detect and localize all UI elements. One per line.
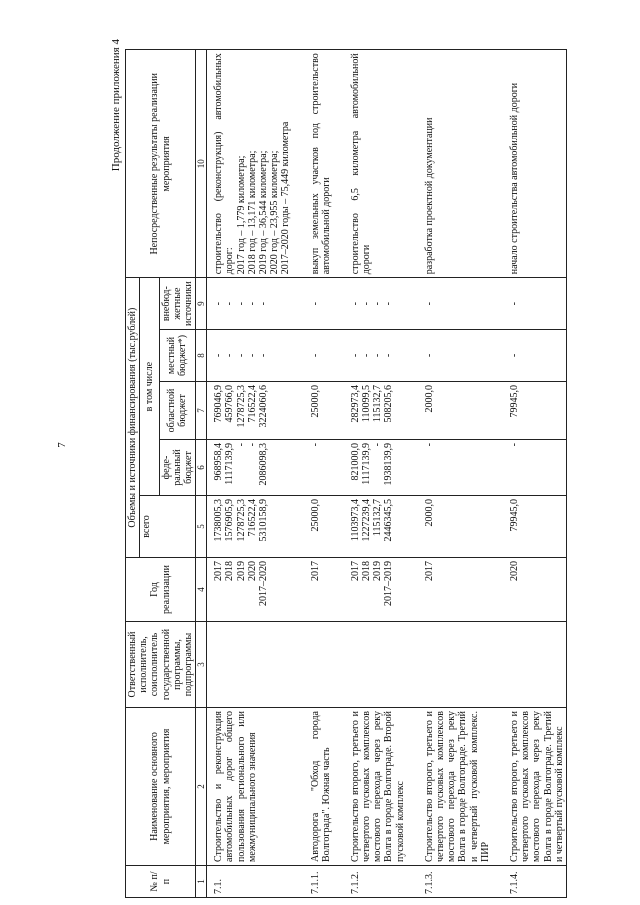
measure-name: Строительство и реконструкция автомобильных дорог общего пользования регионального или межмуниципального значения xyxy=(207,708,293,866)
local-amount-value: - xyxy=(372,353,384,358)
federal-amount-value: - xyxy=(508,443,520,447)
header-year: Год реализации xyxy=(126,558,196,622)
federal-amount-value: 968958,4 xyxy=(213,443,225,481)
local-amount xyxy=(508,330,566,382)
total-amount xyxy=(309,496,333,558)
executor xyxy=(309,622,333,708)
offbudget-amount-value: - xyxy=(224,301,236,306)
federal-amount xyxy=(349,440,407,496)
year-value: 2017 xyxy=(213,561,225,581)
result-description: разработка проектной документации xyxy=(423,50,492,278)
measure-name: Строительство второго, третьего и четвертого пусковых комплексов мостового перехода через реку Волга в городе Волгограде. Третий и четвертый пусковой комплекс. ПИР xyxy=(423,708,492,866)
offbudget-amount xyxy=(207,278,293,330)
executor xyxy=(349,622,407,708)
column-number: 1 xyxy=(196,866,207,898)
measure-name: Строительство второго, третьего и четвертого пусковых комплексов мостового перехода через реку Волга в городе Волгограде. Второй пусковой комплекс xyxy=(349,708,407,866)
table-row xyxy=(423,50,492,898)
federal-amount-value: - xyxy=(372,443,384,447)
header-federal: феде-ральный бюджет xyxy=(159,440,196,496)
year-value: 2020 xyxy=(246,561,258,581)
regional-amount xyxy=(508,382,566,440)
local-amount-value: - xyxy=(361,353,373,358)
local-amount-value: - xyxy=(349,353,361,358)
regional-amount-value: 79945,0 xyxy=(508,385,520,418)
offbudget-amount-value: - xyxy=(349,301,361,306)
total-amount-value: 79945,0 xyxy=(508,499,520,532)
federal-amount xyxy=(508,440,566,496)
executor xyxy=(207,622,293,708)
offbudget-amount-value: - xyxy=(423,301,435,306)
regional-amount-value: 115132,7 xyxy=(372,385,384,423)
result-description: строительство 6,5 километра автомобильной дороги xyxy=(349,50,407,278)
row-number: 7.1.4. xyxy=(508,866,566,898)
regional-amount xyxy=(207,382,293,440)
offbudget-amount xyxy=(349,278,407,330)
offbudget-amount-value: - xyxy=(372,301,384,306)
year-value: 2017 xyxy=(349,561,361,581)
column-number: 6 xyxy=(196,440,207,496)
local-amount-value: - xyxy=(246,353,258,358)
year xyxy=(309,558,333,622)
federal-amount-value: - xyxy=(309,443,321,447)
column-number: 5 xyxy=(196,496,207,558)
result-description: строительство (реконструкция) автомобильных дорог: 2017 год – 1,779 километра; 2018 год – 13,171 километра; 2019 год – 36,544 километра; 2020 год – 23,955 километра; 2017–2020 годы – 75,449 километра xyxy=(207,50,293,278)
header-local: местный бюджет*) xyxy=(159,330,196,382)
federal-amount xyxy=(207,440,293,496)
offbudget-amount-value: - xyxy=(257,301,269,306)
offbudget-amount xyxy=(508,278,566,330)
regional-amount-value: 110099,5 xyxy=(361,385,373,423)
regional-amount-value: 716522,4 xyxy=(246,385,258,423)
local-amount-value: - xyxy=(423,353,435,358)
federal-amount-value: - xyxy=(423,443,435,447)
result-description: выкуп земельных участков под строительство автомобильной дороги xyxy=(309,50,333,278)
local-amount xyxy=(309,330,333,382)
year-value: 2018 xyxy=(224,561,236,581)
local-amount-value: - xyxy=(309,353,321,358)
regional-amount-value: 1278725,3 xyxy=(235,385,247,428)
local-amount-value: - xyxy=(383,353,395,358)
federal-amount-value: - xyxy=(235,443,247,447)
regional-amount-value: 25000,0 xyxy=(309,385,321,418)
table-row xyxy=(309,50,333,898)
year-value: 2018 xyxy=(361,561,373,581)
row-number: 7.1.3. xyxy=(423,866,492,898)
executor xyxy=(508,622,566,708)
federal-amount-value: 1117139,9 xyxy=(361,443,373,485)
year-value: 2017–2019 xyxy=(383,561,395,606)
offbudget-amount-value: - xyxy=(246,301,258,306)
offbudget-amount-value: - xyxy=(213,301,225,306)
column-number: 10 xyxy=(196,50,207,278)
column-number: 4 xyxy=(196,558,207,622)
regional-amount-value: 459766,0 xyxy=(224,385,236,423)
column-number: 9 xyxy=(196,278,207,330)
local-amount xyxy=(349,330,407,382)
total-amount-value: 716522,4 xyxy=(246,499,258,537)
executor xyxy=(423,622,492,708)
year-value: 2020 xyxy=(508,561,520,581)
offbudget-amount-value: - xyxy=(309,301,321,306)
total-amount xyxy=(207,496,293,558)
header-offbudget: внебюд-жетные источники xyxy=(159,278,196,330)
offbudget-amount xyxy=(309,278,333,330)
local-amount-value: - xyxy=(224,353,236,358)
year-value: 2017–2020 xyxy=(257,561,269,606)
regional-amount xyxy=(423,382,492,440)
column-number: 2 xyxy=(196,708,207,866)
offbudget-amount-value: - xyxy=(508,301,520,306)
year-value: 2019 xyxy=(235,561,247,581)
regional-amount-value: 3224060,6 xyxy=(257,385,269,428)
local-amount-value: - xyxy=(235,353,247,358)
year-value: 2019 xyxy=(372,561,384,581)
regional-amount xyxy=(349,382,407,440)
header-incl: в том числе xyxy=(140,278,159,496)
year xyxy=(207,558,293,622)
federal-amount-value: 1938139,9 xyxy=(383,443,395,486)
total-amount-value: 115132,7 xyxy=(372,499,384,537)
offbudget-amount-value: - xyxy=(361,301,373,306)
measure-name: Автодорога "Обход города Волгограда". Южная часть xyxy=(309,708,333,866)
header-total: всего xyxy=(140,496,196,558)
local-amount-value: - xyxy=(257,353,269,358)
column-number: 7 xyxy=(196,382,207,440)
header-regional: областной бюджет xyxy=(159,382,196,440)
row-number: 7.1.2. xyxy=(349,866,407,898)
regional-amount-value: 282973,4 xyxy=(349,385,361,423)
row-number: 7.1. xyxy=(207,866,293,898)
local-amount-value: - xyxy=(213,353,225,358)
measure-name: Строительство второго, третьего и четвертого пусковых комплексов мостового перехода через реку Волга в городе Волгограде. Третий и четвертый пусковой комплекс xyxy=(508,708,566,866)
regional-amount-value: 2000,0 xyxy=(423,385,435,413)
header-financing: Объемы и источники финансирования (тыс.рублей) xyxy=(126,278,140,558)
total-amount xyxy=(508,496,566,558)
program-table xyxy=(125,49,567,898)
year-value: 2017 xyxy=(423,561,435,581)
table-row xyxy=(508,50,566,898)
year xyxy=(423,558,492,622)
local-amount xyxy=(423,330,492,382)
header-no: № п/п xyxy=(126,866,196,898)
total-amount-value: 5310158,9 xyxy=(257,499,269,542)
header-results: Непосредственные результаты реализации мероприятия xyxy=(126,50,196,278)
result-description: начало строительства автомобильной дороги xyxy=(508,50,566,278)
offbudget-amount-value: - xyxy=(383,301,395,306)
total-amount-value: 1103973,4 xyxy=(349,499,361,542)
regional-amount-value: 508205,6 xyxy=(383,385,395,423)
regional-amount xyxy=(309,382,333,440)
federal-amount-value: 1117139,9 xyxy=(224,443,236,485)
local-amount-value: - xyxy=(508,353,520,358)
total-amount xyxy=(349,496,407,558)
total-amount-value: 1576905,9 xyxy=(224,499,236,542)
total-amount-value: 1738005,3 xyxy=(213,499,225,542)
page-number: 7 xyxy=(56,442,68,448)
table-row xyxy=(349,50,407,898)
table-row xyxy=(207,50,293,898)
federal-amount-value: - xyxy=(246,443,258,447)
local-amount xyxy=(207,330,293,382)
total-amount-value: 2000,0 xyxy=(423,499,435,527)
header-name: Наименование основного мероприятия, мероприятия xyxy=(126,708,196,866)
year xyxy=(349,558,407,622)
federal-amount-value: 2086098,3 xyxy=(257,443,269,486)
row-number: 7.1.1. xyxy=(309,866,333,898)
federal-amount xyxy=(423,440,492,496)
total-amount-value: 25000,0 xyxy=(309,499,321,532)
rotated-page-content xyxy=(110,33,620,898)
offbudget-amount-value: - xyxy=(235,301,247,306)
year xyxy=(508,558,566,622)
total-amount-value: 1227239,4 xyxy=(361,499,373,542)
total-amount-value: 2446345,5 xyxy=(383,499,395,542)
column-number: 3 xyxy=(196,622,207,708)
total-amount xyxy=(423,496,492,558)
total-amount-value: 1278725,3 xyxy=(235,499,247,542)
federal-amount xyxy=(309,440,333,496)
year-value: 2017 xyxy=(309,561,321,581)
header-executor: Ответственный исполнитель, соисполнитель государственной программы, подпрограммы xyxy=(126,622,196,708)
offbudget-amount xyxy=(423,278,492,330)
column-number: 8 xyxy=(196,330,207,382)
appendix-caption: Продолжение приложения 4 xyxy=(110,39,122,172)
regional-amount-value: 769046,9 xyxy=(213,385,225,423)
federal-amount-value: 821000,0 xyxy=(349,443,361,481)
